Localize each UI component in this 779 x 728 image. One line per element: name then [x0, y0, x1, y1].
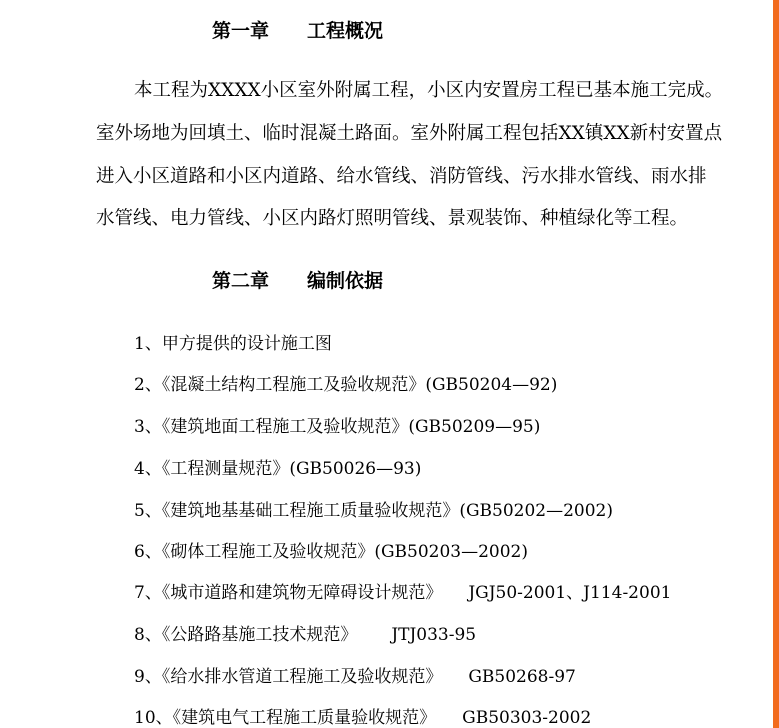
chapter-1-title: 工程概况 [307, 20, 384, 42]
list-item-text: 8、《公路路基施工技术规范》 [134, 625, 358, 645]
list-item-text: 3、《建筑地面工程施工及验收规范》(GB50209—95) [134, 417, 541, 437]
list-item [134, 370, 557, 395]
list-item [134, 454, 421, 479]
list-item-text: 10、《建筑电气工程施工质量验收规范》 [134, 708, 437, 728]
list-item-text: 7、《城市道路和建筑物无障碍设计规范》 [134, 583, 443, 603]
list-item [134, 537, 528, 562]
list-item-text: 1、甲方提供的设计施工图 [134, 334, 332, 354]
list-item-text: 4、《工程测量规范》(GB50026—93) [134, 459, 422, 479]
list-item [134, 578, 671, 603]
chapter-1-number: 第一章 [212, 20, 270, 42]
list-item-code: JGJ50-2001、J114-2001 [468, 583, 672, 603]
chapter-2-heading [212, 266, 383, 293]
chapter-2-title: 编制依据 [307, 270, 384, 292]
list-item [134, 496, 613, 521]
list-item-code: GB50303-2002 [462, 708, 592, 728]
paragraph-line: 室外场地为回填土、临时混凝土路面。室外附属工程包括XX镇XX新村安置点 [96, 123, 723, 144]
list-item-code: JTJ033-95 [391, 625, 477, 645]
chapter-1-heading [212, 16, 383, 43]
list-item [134, 703, 591, 728]
list-item [134, 329, 332, 354]
right-edge-accent-bar [773, 0, 779, 728]
list-item-text: 6、《砌体工程施工及验收规范》(GB50203—2002) [134, 542, 528, 562]
list-item-text: 9、《给水排水管道工程施工及验收规范》 [134, 667, 443, 687]
list-item-code: GB50268-97 [468, 667, 576, 687]
list-item [134, 662, 576, 687]
paragraph-line: 水管线、电力管线、小区内路灯照明管线、景观装饰、种植绿化等工程。 [96, 208, 689, 229]
paragraph-line: 进入小区道路和小区内道路、给水管线、消防管线、污水排水管线、雨水排 [96, 166, 707, 187]
list-item-text: 5、《建筑地基基础工程施工质量验收规范》(GB50202—2002) [134, 501, 613, 521]
list-item [134, 620, 476, 645]
list-item-text: 2、《混凝土结构工程施工及验收规范》(GB50204—92) [134, 375, 558, 395]
chapter-2-number: 第二章 [212, 270, 270, 292]
paragraph-line: 本工程为XXXX小区室外附属工程，小区内安置房工程已基本施工完成。 [134, 80, 724, 101]
list-item [134, 412, 540, 437]
